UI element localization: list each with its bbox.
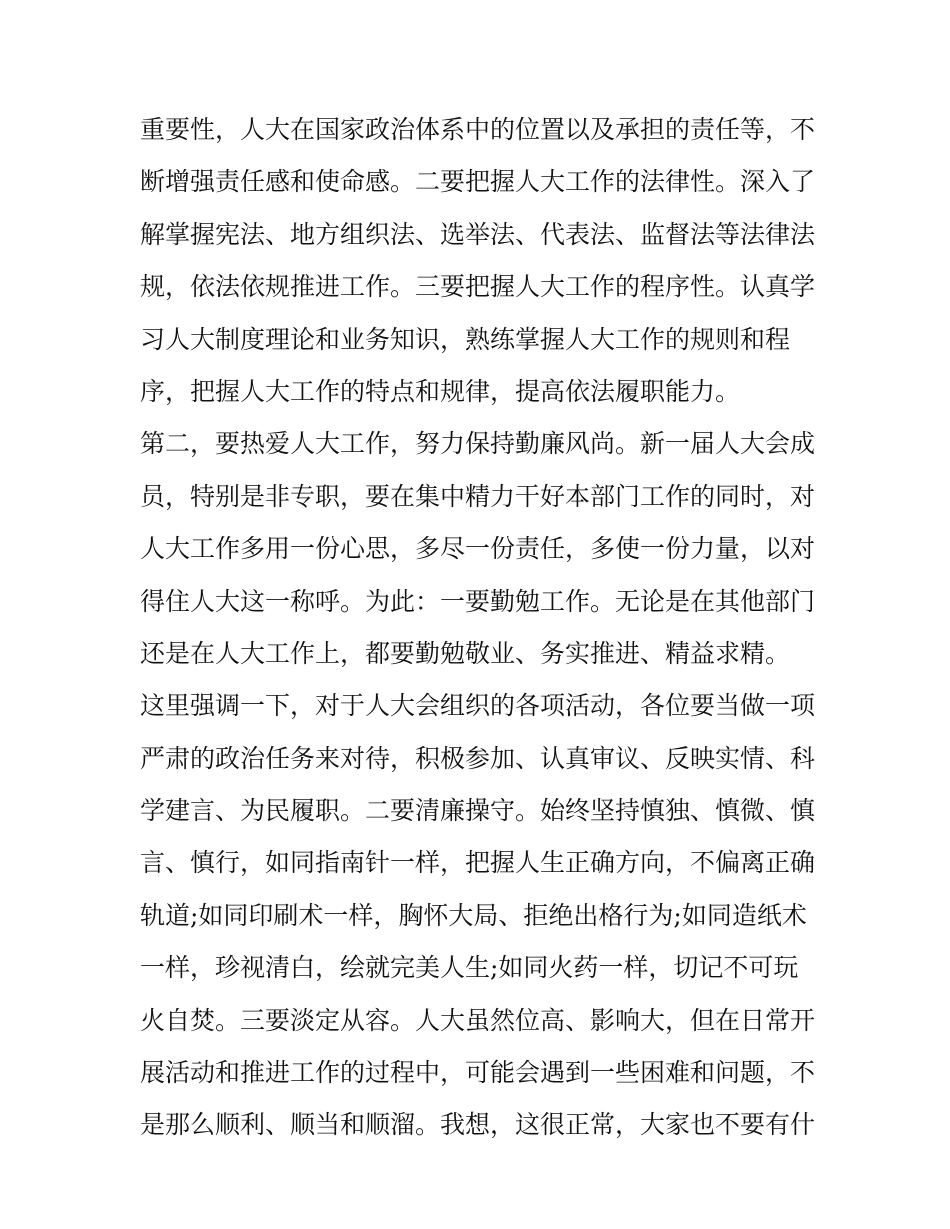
- text-line: 还是在人大工作上，都要勤勉敬业、务实推进、精益求精。: [140, 638, 791, 668]
- text-line: 这里强调一下，对于人大会组织的各项活动，各位要当做一项: [140, 691, 816, 721]
- text-line: 解掌握宪法、地方组织法、选举法、代表法、监督法等法律法: [140, 219, 816, 249]
- text-line: 人大工作多用一份心思，多尽一份责任，多使一份力量，以对: [140, 534, 816, 564]
- text-line: 是那么顺利、顺当和顺溜。我想，这很正常，大家也不要有什: [140, 1110, 816, 1140]
- text-line: 展活动和推进工作的过程中，可能会遇到一些困难和问题，不: [140, 1058, 816, 1088]
- text-line: 火自焚。三要淡定从容。人大虽然位高、影响大，但在日常开: [140, 1005, 816, 1035]
- text-line: 言、慎行，如同指南针一样，把握人生正确方向，不偏离正确: [140, 848, 816, 878]
- text-line: 重要性，人大在国家政治体系中的位置以及承担的责任等，不: [140, 115, 816, 144]
- text-line: 一样，珍视清白，绘就完美人生;如同火药一样，切记不可玩: [140, 953, 799, 983]
- text-line: 得住人大这一称呼。为此：一要勤勉工作。无论是在其他部门: [140, 586, 816, 616]
- text-line: 学建言、为民履职。二要清廉操守。始终坚持慎独、慎微、慎: [140, 796, 816, 826]
- text-line: 第二，要热爱人大工作，努力保持勤廉风尚。新一届人大会成: [140, 429, 816, 459]
- text-line: 序，把握人大工作的特点和规律，提高依法履职能力。: [140, 376, 741, 406]
- text-line: 员，特别是非专职，要在集中精力干好本部门工作的同时，对: [140, 481, 816, 511]
- text-line: 轨道;如同印刷术一样，胸怀大局、拒绝出格行为;如同造纸术: [140, 900, 807, 930]
- text-line: 断增强责任感和使命感。二要把握人大工作的法律性。深入了: [140, 167, 816, 197]
- text-line: 习人大制度理论和业务知识，熟练掌握人大工作的规则和程: [140, 324, 791, 354]
- text-line: 严肃的政治任务来对待，积极参加、认真审议、反映实情、科: [140, 743, 816, 773]
- text-line: 规，依法依规推进工作。三要把握人大工作的程序性。认真学: [140, 272, 816, 302]
- document-body: [140, 104, 820, 1152]
